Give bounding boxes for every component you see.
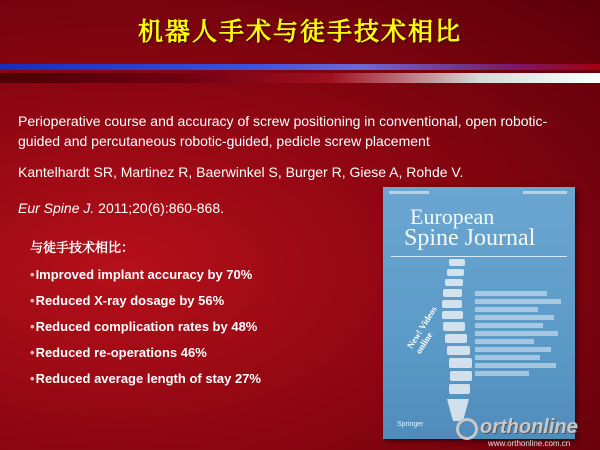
bullet-icon: • [30, 293, 35, 308]
watermark-url: www.orthonline.com.cn [488, 439, 571, 448]
watermark [462, 416, 578, 448]
bullet-icon: • [30, 371, 35, 386]
cover-title-line1: European [410, 204, 495, 229]
journal-citation: 2011;20(6):860-868. [94, 200, 224, 216]
cover-contents-lines [475, 291, 565, 379]
cover-title-line2: Spine Journal [404, 225, 536, 251]
journal-name: Eur Spine J. [18, 200, 95, 216]
summary-list [30, 262, 350, 392]
cover-rule [391, 256, 567, 257]
list-item: •Reduced complication rates by 48% [30, 319, 258, 334]
bullet-icon: • [30, 267, 35, 282]
reference-authors: Kantelhardt SR, Martinez R, Baerwinkel S, Burger R, Giese A, Rohde V. [18, 164, 464, 180]
reference-title: Perioperative course and accuracy of screw positioning in conventional, open robotic-guided and percutaneous robotic-guided, pedicle screw placement [18, 113, 548, 149]
list-item: •Improved implant accuracy by 70% [30, 267, 253, 282]
journal-cover-image [383, 187, 575, 439]
list-item: •Reduced average length of stay 27% [30, 371, 261, 386]
watermark-brand: orthonline [480, 416, 578, 438]
slide-title: 机器人手术与徒手技术相比 [137, 17, 462, 46]
comparison-summary [30, 237, 350, 392]
bullet-icon: • [30, 319, 35, 334]
list-item: •Reduced re-operations 46% [30, 345, 207, 360]
list-item: •Reduced X-ray dosage by 56% [30, 293, 225, 308]
cover-video-badge: New! Videos online [405, 304, 439, 356]
cover-publisher: Springer [397, 421, 424, 428]
summary-lead: 与徒手技术相比： [30, 241, 135, 256]
title-gradient-bar [0, 73, 600, 83]
watermark-logo-icon [456, 418, 478, 440]
reference-journal [18, 198, 224, 218]
bullet-icon: • [30, 345, 35, 360]
title-underline-bar [0, 64, 600, 70]
